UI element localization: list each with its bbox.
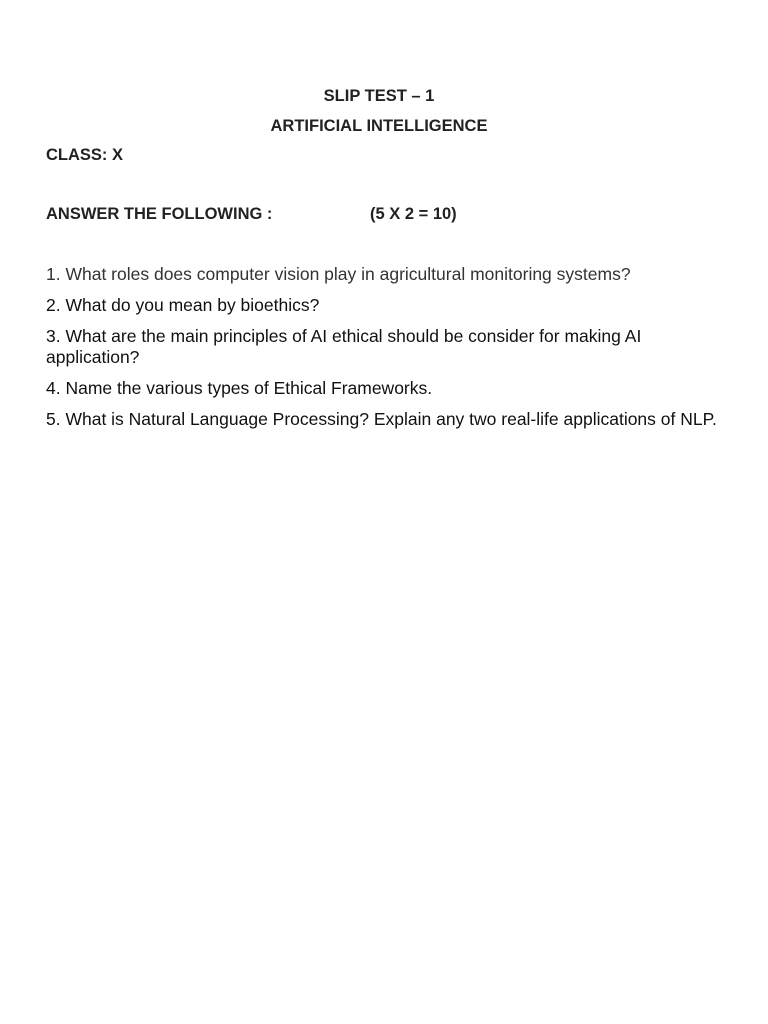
question-list [46,264,718,440]
test-title: SLIP TEST – 1 [323,87,435,105]
question-2: 2. What do you mean by bioethics? [46,295,320,315]
section-instruction: ANSWER THE FOLLOWING : [46,205,273,223]
question-4: 4. Name the various types of Ethical Frameworks. [46,378,433,398]
class-label: CLASS: X [46,146,124,164]
question-3: 3. What are the main principles of AI ethical should be consider for making AI application? [46,326,642,367]
marks-allocation: (5 X 2 = 10) [370,205,457,223]
question-1: 1. What roles does computer vision play in agricultural monitoring systems? [46,264,631,284]
question-5: 5. What is Natural Language Processing? Explain any two real-life applications of NLP. [46,409,717,429]
subject-title: ARTIFICIAL INTELLIGENCE [270,117,488,135]
